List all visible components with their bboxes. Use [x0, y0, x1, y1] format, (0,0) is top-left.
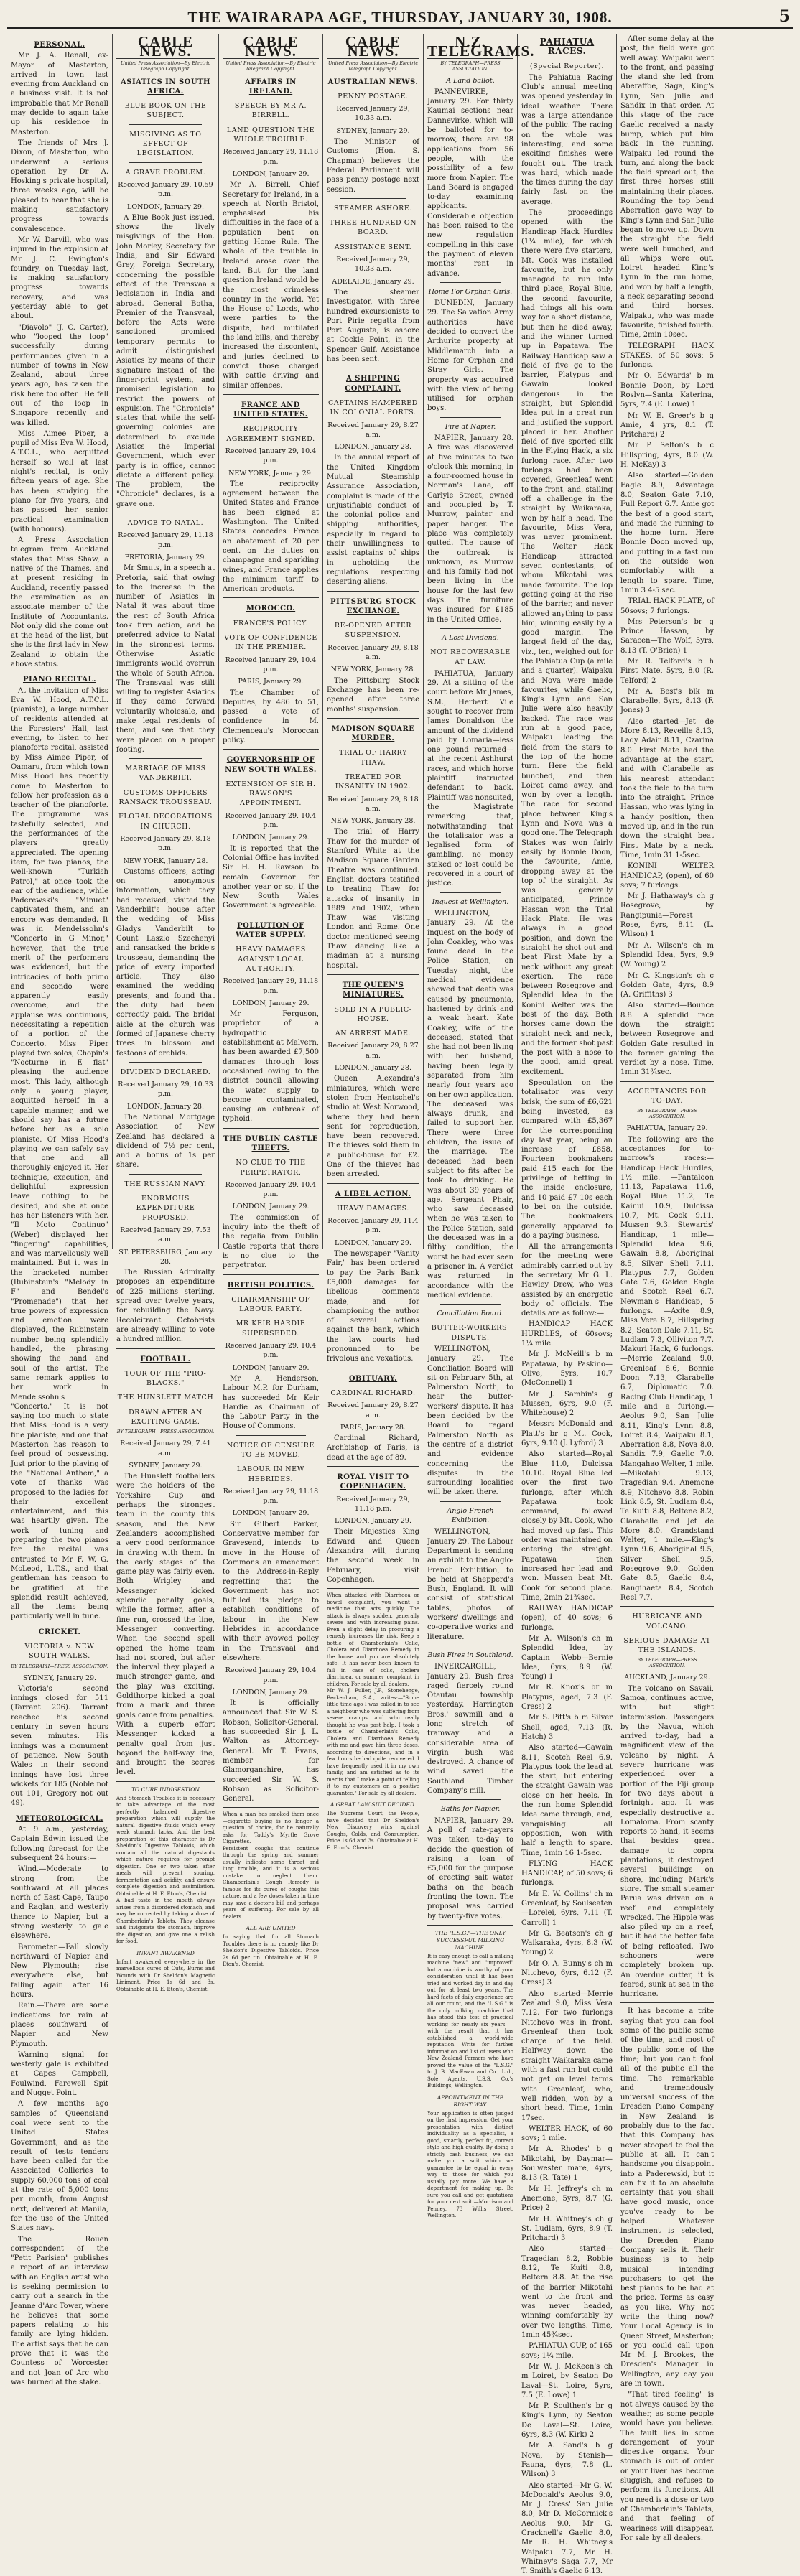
subheading: FLORAL DECORATIONS IN CHURCH.: [118, 813, 213, 831]
result-line: FLYING HACK HANDICAP, of 50 sovs; 6 furlongs.: [521, 1859, 613, 1887]
paragraph: Mr Ferguson, proprietor of a hydropathic establishment at Malvern, has been awarded £7,500 damages through loss occasioned owing to the district council allowing the water supply to become contaminated, causing an outbreak of typhoid.: [223, 1010, 319, 1124]
paragraph: Cardinal Richard, Archbishop of Paris, is dead at the age of 89.: [327, 1434, 419, 1462]
advert-text: In saying that for all Stomach Troubles there is no remedy like Dr Sheldon's Digestive Tabloids. Price 2s 6d per tin. Obtainable at H. E. Eton's, Chemist.: [223, 1934, 319, 1968]
dateline: LONDON, January 29.: [232, 1363, 310, 1372]
divider: [223, 597, 319, 598]
subheading: Fire at Napier.: [445, 422, 496, 431]
article-heading: A LIBEL ACTION.: [335, 1190, 411, 1198]
divider: [223, 1807, 319, 1808]
result-line: Mr S. Pitt's b m Silver Shell, aged, 7.13 (R. Hatch) 3: [521, 1714, 613, 1741]
result-line: Mr O. A. Bunny's ch m Nitchevo, 6yrs, 6.12 (F. Cress) 3: [521, 1959, 613, 1987]
subheading: HURRICANE AND VOLCANO.: [632, 1613, 702, 1630]
subheading: THE HUNSLETT MATCH: [117, 1394, 214, 1402]
subheading: TOUR OF THE "PRO-BLACKS.": [124, 1369, 207, 1388]
dateline: LONDON, January 29.: [335, 1238, 411, 1247]
paragraph: Warning signal for westerly gale is exhibited at Capes Campbell, Foulwind, Farewell Spit and Nugget Point.: [11, 2050, 108, 2098]
divider: [620, 2002, 714, 2003]
subheading: LAND QUESTION THE WHOLE TROUBLE.: [226, 126, 315, 144]
received-line: Received January 29, 11.18 p.m.: [118, 531, 213, 549]
paragraph: In the annual report of the United Kingdom Mutual Steamship Assurance Association, complaint is made of the unjustifiable conduct of the colonial police and shipping authorities, especially in regard to their unwillingness to assist captains of ships in upholding the regulations respecting deserting aliens.: [327, 454, 419, 587]
paragraph: Barometer.—Fall slowly northward of Napier and New Plymouth; rise everywhere else, but falling again after 16 hours.: [11, 1943, 108, 1999]
paragraph: Queen Alexandra's miniatures, which were stolen from Hentschel's studio at West Norwood, where they had been sent for reproduction, have been recovered. The thieves sold them in a public-house for £2. One of the thieves has been arrested.: [327, 1075, 419, 1179]
article-heading: ASIATICS IN SOUTH AFRICA.: [121, 78, 210, 95]
cable-news-heading: CABLE NEWS.: [116, 34, 215, 59]
subheading: NO CLUE TO THE PERPETRATOR.: [236, 1159, 306, 1177]
divider: [440, 628, 501, 629]
subheading: TREATED FOR INSANITY IN 1902.: [335, 773, 411, 791]
paragraph: Mr W. Darvill, who was injured in the explosion at Mr J. C. Ewington's foundry, on Tuesday last, is making satisfactory progress towards recovery, and was yesterday able to get about.: [11, 235, 108, 321]
subheading: TRIAL OF HARRY THAW.: [339, 749, 407, 767]
result-line: Mr E. W. Collins' ch m Greenleaf, by Soulseaten—Lorelei, 6yrs, 7.11 (T. Carroll) 1: [521, 1890, 613, 1927]
races-heading: PAHIATUA RACES.: [539, 37, 595, 57]
paragraph: It is officially announced that Sir W. S. Robson, Solicitor-General, has succeeded Sir J. L. Walton as Attorney-General. Mr T. Evans, member for Glamorganshire, has succeeded Sir W. S. Robson as Solicitor-General.: [223, 1699, 319, 1803]
masthead-title: THE WAIRARAPA AGE, THURSDAY, JANUARY 30, 1908.: [187, 9, 613, 26]
divider: [223, 1128, 319, 1129]
divider: [129, 162, 202, 163]
result-line: Mr H. Jeffrey's ch m Anemone, 5yrs, 8.7 (G. Price) 2: [521, 2185, 613, 2213]
cable-credit: United Press Association—By Electric Telegraph Copyright.: [121, 60, 210, 72]
divider: [440, 892, 501, 893]
dateline: NEW YORK, January 28.: [330, 817, 416, 826]
meteorological-heading: METEOROLOGICAL.: [15, 1814, 104, 1823]
paragraph: The proceedings opened with the Handicap Hack Hurdles (1¼ mile), for which there were five starters, Mt. Cook was installed favourite, but he only managed to run into third place, Royal Blue, the second favourite, had things all his own way for a short distance, but then he died away, and the winner turned up in Papatawa. The Railway Handicap saw a field of five go to the barrier, Platypus and Gawain looked dangerous in the straight, but Splendid Idea put in a great run and justified the support placed in her. Another field of five sported silk in the Flying Hack, a six furlong race. After two furlongs had been covered, Greenleaf went to the front, and, stalling off a challenge in the straight by Waikaraka, won by half a head. The favourite, Miss Vera, was never prominent. The Welter Hack Handicap attracted seven contestants, of whom Mikotahi was made favourite. The lop getting going at the rise of the barrier, and never allowed anything to pass him, winning easily by a good margin. The largest field of the day, viz., ten, weighed out for the Pahiatua Cup (a mile and a quarter). Waipaku and Nova were made favourites, while Gaelic, King's Lynn and San Julie were also heavily backed. The race was run at a good pace, Waipaku leading the field from the stars to the top of the home turn. Here the field bunched, and then Loiret came away, and won by over a length. The race for second place between King's Lynn and Nova was a good one. The Telegraph Stakes was won fairly easily by Bonnie Doon, the favourite, Amie, dropping away at the top of the straight. As was generally anticipated, Prince Hassan won the Trial Hack Plate. He was always in a good position, and down the straight he shot out and beat First Mate by a neck without any great exertion. The race between Rosegrove and Splendid Idea in the Konini Welter was the best of the day. Both horses came down the straight neck and neck, and the former shot past the post with a nose to the good, amid great excitement.: [521, 209, 613, 1076]
received-line: Received January 29, 11.18 p.m.: [223, 148, 319, 166]
telegram-credit: BY TELEGRAPH—PRESS ASSOCIATION.: [440, 60, 501, 72]
cricket-dateline: SYDNEY, January 29.: [22, 1674, 97, 1682]
article-heading: THE DUBLIN CASTLE THEFTS.: [223, 1134, 318, 1152]
paragraph: The Hunslett footballers were the holders of the Yorkshire Cup and perhaps the strongest team in the county this season, and the New Zealanders accomplished a very good performance in drawing with them. In the early stages of the game play was fairly even. Both Wrigley and Messenger kicked splendid penalty goals, while the former, after a fine run, crossed the line, Messenger converting. When the second spell opened the home team had not scored, but after the interval they played a much stronger game, and the play was exciting. Goldthorpe kicked a goal from a mark and three goals came from penalties. With a superb effort Messenger kicked a penalty goal from just beyond the half-way line, and brought the scores level.: [116, 1473, 215, 1777]
divider: [440, 282, 501, 283]
result-line: Mr W. J. McKeen's ch m Loiret, by Seaton Do Laval—St. Loire, 5yrs, 7.5 (E. Lowe) 1: [521, 2362, 613, 2399]
result-line: Mr J. Sambin's g Mussen, 6yrs, 9.0 (F. Whitehouse) 2: [521, 1390, 613, 1418]
subheading: NOTICE OF CENSURE TO BE MOVED.: [226, 1441, 315, 1459]
advert-heading: TO CURE INDIGESTION: [131, 1786, 200, 1793]
received-line: Received January 29, 8.27 a.m.: [327, 1401, 419, 1419]
result-line: Mr J. McNeill's b m Papatawa, by Paskino—Olive, 5yrs, 10.7 (McConnell) 1: [521, 1350, 613, 1388]
paragraph: The Pittsburg Stock Exchange has been re-opened after three months' suspension.: [327, 676, 419, 714]
paragraph: NAPIER, January 29. A poll of rate-payers was taken to-day to decide the question of raising a loan of £5,000 for the purpose of erecting salt water baths on the beach fronting the town. The proposal was carried by twenty-five votes.: [427, 1816, 513, 1921]
subheading: SERIOUS DAMAGE AT THE ISLANDS.: [623, 1636, 711, 1655]
received-line: Received January 29, 11.18 p.m.: [223, 1487, 319, 1506]
paragraph: Mr A. Birrell, Chief Secretary for Ireland, in a speech at North Bristol, emphasised his difficulties in the face of a population bent on getting Home Rule. The whole of the trouble in Ireland arose over the land. But for the land question Ireland would be the most crimeless country in the world. Yet the House of Lords, who were parties to the dispute, had mutilated the land bills, and thereby increased the discontent, and juries declined to convict those charged with cattle driving and similar offences.: [223, 181, 319, 390]
subheading: VOTE OF CONFIDENCE IN THE PREMIER.: [224, 634, 317, 652]
result-line: KONINI WELTER HANDICAP, (open), of 60 sovs; 7 furlongs.: [620, 862, 714, 890]
cricket-paragraph: Victoria's second innings closed for 511 (Tarrant 206). Tarrant reached his second century in seven hours seven minutes. His innings was a monument of patience. New South Wales in their second innings have lost three wickets for 185 (Noble not out 101, Gregory not out 49).: [11, 1684, 108, 1808]
recital-paragraph: At the invitation of Miss Eva W. Hood, A.T.C.L. (pianiste), a large number of residents attended at the Foresters' Hall, last evening, to listen to her pianoforte recital, assisted by Miss Aimee Piper, of Oamaru, from which town Miss Hood has recently come to Masterton to follow her profession as a teacher of the pianoforte. The programme was tastefully selected, and the performances of the players greatly appreciated. The opening item, for two pianos, the well-known "Turkish Patrol," at once took the ear of the audience, while Paderewski's "Minuet" captivated them, and an encore was demanded. It was in Mendelssohn's "Concerto in G Minor," however, that the true merit of the performers was evidenced, but the intricacies of both primo and secondo were apparently easily overcome, and the applause was continuous, necessitating a repetition of a portion of the Concerto. Miss Piper played two solos, Chopin's "Nocturne in E flat" pleasing the audience most. This lady, although only a young player, acquitted herself in a capable manner, and we should say has a future before her as a solo pianiste. Of Miss Hood's playing we can safely say that one and all thoroughly enjoyed it. Her technique, execution, and delightful expression leave nothing to be desired, and she at once has her listeners with her. "Il Moto Continuo" (Weber) displayed her "fingering" capabilities, and was marvellously well maintained. But it was in the bracketed number (Rubinstein's "Melody in F" and Bendel's "Promenade") that her true powers of expression and emotion were displayed, the Rubinstein number being splendidly handled, the phrasing showing the hand and soul of the artist. The same remark applies to her work in Mendelssohn's "Concerto." It is not saying too much to state that Miss Hood is a very fine pianiste, and one that Masterton has reason to feel proud of possessing. Just prior to the playing of the "National Anthem," a vote of thanks was proposed to the ladies for their excellent entertainment, and this was heartily given. The work of tuning and preparing the two pianos for the recital was entrusted to Mr F. W. G. McLeod, L.T.S., and that gentleman has reason to be gratified at the splendid result achieved, all the items being particularly well in tune.: [11, 686, 108, 1621]
subheading: NOT RECOVERABLE AT LAW.: [430, 648, 511, 666]
subheading: A Lost Dividend.: [442, 633, 499, 642]
result-line: Also started—Royal Blue 11.0, Dulcissa 10.10. Royal Blue led over the first two furlongs, after which Papatawa took command, followed closely by Mt. Cook, who had moved up fast. This order was maintained on entering the straight. Papatawa then increased her lead and won. Mussen beat Mt. Cook for second place. Time, 2min 21¾sec.: [521, 1450, 613, 1602]
article-heading: GOVERNORSHIP OF NEW SOUTH WALES.: [225, 756, 317, 774]
dateline: NEW YORK, January 28.: [330, 666, 416, 674]
subheading: ENORMOUS EXPENDITURE PROPOSED.: [136, 1195, 195, 1222]
dateline: LONDON, January 29.: [232, 834, 310, 842]
advert-text: When a man has smoked them once—cigarette buying is no longer a question of choice, for he naturally asks for Taddy's Myrtle Grove Cigarettes.: [223, 1811, 319, 1845]
subheading: CAPTAINS HAMPERED IN COLONIAL PORTS.: [328, 398, 418, 417]
paragraph: Wind.—Moderate to strong from the southward at all places north of East Cape, Taupo and Raglan, and westerly thence to Napier, but a strong westerly to gale elsewhere.: [11, 1865, 108, 1941]
advert-text: When attacked with Diarrhoea or bowel complaint, you want a medicine that acts quickly. The attack is always sudden, generally severe and with increasing pains. Even a slight delay in procuring a remedy increases the risk. Keep a bottle of Chamberlain's Colic, Cholera and Diarrhoea Remedy in the house and you are absolutely safe. It has never been known to fail in case of colic, cholera diarrhoea, or summer complaint in children. For sale by all dealers.: [327, 1592, 419, 1687]
received-line: Received January 29, 8.18 a.m.: [327, 795, 419, 813]
received-line: Received January 29, 11.18 p.m.: [336, 1495, 410, 1513]
dateline: LONDON, January 29.: [127, 202, 204, 211]
paragraph: The steamer Investigator, with three hundred excursionists to Port Pirie regatta from Port Augusta, is ashore at Cockle Point, in the Spencer Gulf. Assistance has been sent.: [327, 288, 419, 364]
recital-heading: PIANO RECITAL.: [22, 676, 97, 684]
subheading: (Special Reporter).: [529, 62, 605, 70]
paragraph: The reciprocity agreement between the United States and France has been signed at Washington. The United States concedes France an abatement of 20 per cent. on the duties on champagne and sparkling wines, and France applies the minimum tariff to American products.: [223, 480, 319, 594]
paragraph: The Rouen correspondent of the "Petit Parisien" publishes a report of an interview with an English artist who is seeking permission to carry out a search in the Jeanne d'Arc Tower, where he believes that some papers relating to his family are lying hidden. The artist says that he can prove that it was the Countess of Worcester and not Joan of Arc who was burned at the stake.: [11, 2235, 108, 2386]
paragraph: It is reported that the Colonial Office has invited Sir H. H. Rawson to remain Governor for another year or so, if the New South Wales Government is agreeable.: [223, 844, 319, 910]
paragraph: Rain.—There are some indications for rain at places southward of Napier and New Plymouth.: [11, 2002, 108, 2048]
subheading: Home For Orphan Girls.: [428, 287, 513, 296]
columns: [7, 33, 793, 2576]
cable-news-heading: CABLE NEWS.: [223, 34, 319, 59]
subheading: CARDINAL RICHARD.: [330, 1389, 416, 1397]
result-line: Mrs Peterson's br g Prince Hassan, by Saracen—The Wolf, 5yrs, 8.13 (T. O'Brien) 1: [620, 617, 714, 655]
subheading: BUTTER-WORKERS' DISPUTE.: [431, 1324, 510, 1342]
result-line: TRIAL HACK PLATE, of 50sovs; 7 furlongs.: [620, 597, 714, 615]
divider: [327, 718, 419, 719]
advert-text: Mr W. J. Fuller, J.P., Stonehenge, Beckenham, S.A., writes:—"Some little time ago I was called in to see a neighbour who was suffering from severe cramps, and who really thought he was past help. I took a bottle of Chamberlain's Colic, Cholera and Diarrhoea Remedy with me and gave him three doses, according to directions, and in a few hours he had quite recovered. I have frequently used it in my own family, and am satisfied as to its merits that I make a point of telling it to my customers on a positive guarantee." For sale by all dealers.: [327, 1688, 419, 1796]
divider: [327, 974, 419, 975]
subheading: BLUE BOOK ON THE SUBJECT.: [124, 102, 207, 120]
result-line: Mr A. Sand's b g Nova, by Stenish—Fauna, 6yrs, 7.8 (L. Wilson) 3: [521, 2442, 613, 2479]
dateline: AUCKLAND, January 29.: [624, 1674, 710, 1682]
subheading: EXTENSION OF SIR H. RAWSON'S APPOINTMENT.: [225, 780, 316, 808]
cricket-heading: CRICKET.: [38, 1628, 81, 1636]
dateline: ST. PETERSBURG, January 28.: [118, 1248, 213, 1266]
subheading: DIVIDEND DECLARED.: [120, 1068, 211, 1076]
result-line: TELEGRAPH HACK STAKES, of 50 sovs; 5 furlongs.: [620, 342, 714, 370]
subheading: Baths for Napier.: [440, 1805, 501, 1814]
divider: [327, 591, 419, 592]
paragraph: Their Majesties King Edward and Queen Alexandra will, during the second week in February, visit Copenhagen.: [327, 1528, 419, 1584]
received-line: Received January 29, 7.41 a.m.: [120, 1439, 211, 1457]
advert-heading: ALL ARE UNITED: [246, 1925, 296, 1932]
subheading: A Land ballot.: [446, 76, 495, 85]
dateline: LONDON, January 29.: [335, 1517, 411, 1526]
subheading: ACCEPTANCES FOR TO-DAY.: [628, 1087, 707, 1106]
received-line: Received January 29, 10.4 p.m.: [225, 655, 317, 673]
subheading: Anglo-French Exhibition.: [447, 1506, 494, 1525]
subheading: HEAVY DAMAGES AGAINST LOCAL AUTHORITY.: [236, 946, 306, 973]
advert-heading: APPOINTMENT IN THE RIGHT WAY.: [437, 2094, 504, 2108]
divider: [223, 1274, 319, 1275]
result-line: Also started—Tragedian 8.2, Robbie 8.12, Te Kuiti 8.8, Beltern 8.8. At the rise of the barrier Mikotahi went to the front and was never headed, winning comfortably by over two lengths. Time, 1min 45¾sec.: [521, 2245, 613, 2340]
subheading: MISGIVING AS TO EFFECT OF LEGISLATION.: [129, 130, 202, 158]
subheading: SOLD IN A PUBLIC-HOUSE.: [334, 1005, 412, 1023]
paragraph: The newspaper "Vanity Fair," has been ordered to pay the Paris Bank £5,000 damages for libellous comments made, and for championing the author of several actions against the bank, which the law courts had pronounced to be frivolous and vexatious.: [327, 1250, 419, 1363]
column-7: [617, 34, 717, 2542]
paragraph: Mr J. A. Renall, ex-Mayor of Masterton, arrived in town last evening from Auckland on a business visit. It is not improbable that Mr Renall may decide to again take up his residence in Masterton.: [11, 52, 108, 136]
subheading: CHAIRMANSHIP OF LABOUR PARTY.: [231, 1295, 310, 1314]
paragraph: The National Mortgage Association of New Zealand has declared a dividend of 7½ per cent, and a bonus of 1s per share.: [116, 1113, 215, 1170]
divider: [327, 1183, 419, 1184]
advert-text: Your application is often judged on the first impression. Get your presentation with distinct individuality as a specialist, a good, smartly, perfect fit, correct style and high quality. By doing a strictly cash business, we can make you a suit which we guarantee to be equal in every way to those for which you usually pay more. We have a department for making up. Be sure you call and get quotations for your next suit.—Morrison and Penney, 73 Willis Street, Wellington.: [427, 2110, 513, 2219]
result-line: Mr G. Beatson's ch g Waikaraka, 4yrs, 8.3 (W. Young) 2: [521, 1929, 613, 1957]
race-results: [521, 1320, 613, 2576]
article-heading: FOOTBALL.: [140, 1355, 191, 1363]
column-5: [424, 33, 535, 2219]
paragraph: All the arrangements for the meeting were admirably carried out by the secretary, Mr G. L. Hawley Drew, who was assisted by an energetic body of officials. The details are as follow:—: [521, 1243, 613, 1318]
subheading: FRANCE'S POLICY.: [233, 619, 309, 627]
column-3: [219, 33, 323, 1968]
divider: [327, 1588, 419, 1589]
divider: [223, 394, 319, 395]
received-line: Received January 29, 8.18 a.m.: [327, 643, 419, 662]
paragraph: WELLINGTON, January 29. At the inquest on the body of John Coakley, who was found dead in the Police Station, on Tuesday night, the medical evidence showed that death was caused by pneumonia, hastened by drink and a weak heart. Kate Coakley, wife of the deceased, stated that she had not been living with her husband, having been legally separated from him nearly four years ago on her own application. The deceased was always drunk, and failed to support her. There were three children, the issue of the marriage. The deceased had been subject to fits after he took to drinking. He was about 39 years of age. Sergeant Phair, who saw deceased when he was taken to the Police Station, said the deceased was in a filthy condition, the worst he had ever seen a prisoner in. A verdict was returned in accordance with the medical evidence.: [427, 909, 513, 1299]
credit: BY TELEGRAPH—PRESS ASSOCIATION.: [116, 1429, 215, 1435]
paragraph: Speculation on the totalisator was very brisk, the sum of £6,621 being invested, as compared with £5,367 for the corresponding day last year, being an increase of £858. Fourteen bookmakers paid £15 each for the privilege of betting in the inside enclosure, and 10 paid £7 10s each to bet on the outside. The bookmakers generally appeared to do a paying business.: [521, 1079, 613, 1240]
received-line: Received January 29, 10.33 p.m.: [118, 1081, 213, 1098]
paragraph: The trial of Harry Thaw for the murder of Stanford White at the Madison Square Garden Theatre was continued. English doctors testified to treating Thaw for attacks of insanity in 1889 and 1902, when Thaw was visiting London and Rome. One doctor mentioned seeing Thaw dancing like a madman at a nursing hospital.: [327, 828, 419, 970]
dateline: PARIS, January 28.: [340, 1423, 406, 1432]
cable-news-heading: CABLE NEWS.: [327, 34, 419, 59]
paragraph: "That tired feeling" is not always caused by the weather, as some people would have you believe. The fault lies in some derangement of your digestive organs. Your stomach is out of order or your liver has become sluggish, and refuses to perform its functions. All you need is a dose or two of Chamberlain's Tablets, and that feeling of weariness will disappear. For sale by all dealers.: [620, 2391, 714, 2542]
subheading: Bush Fires in Southland.: [427, 1651, 513, 1659]
paragraph: Customs officers, acting on anonymous information, which they had received, visited the Vanderbilt's house after the wedding of Miss Gladys Vanderbilt to Count Laszlo Szechenyi and ransacked the bride's trousseau, demanding the price of every imported article. They also examined the wedding presents, and found that the duty had been correctly paid. The bridal aisle at the church was formed of Japanese cherry trees in blossom and festoons of orchids.: [116, 867, 215, 1058]
subheading: ASSISTANCE SENT.: [334, 243, 412, 251]
dateline: PAHIATUA, January 29.: [626, 1124, 708, 1133]
divider: [620, 1606, 714, 1607]
page-number: 5: [778, 7, 790, 26]
result-line: Mr A. Best's blk m Clarabelle, 5yrs, 8.13 (F. Jones) 3: [620, 687, 714, 715]
credit: BY TELEGRAPH—PRESS ASSOCIATION.: [637, 1108, 697, 1120]
divider: [440, 417, 501, 418]
divider: [129, 758, 202, 759]
subheading: MR KEIR HARDIE SUPERSEDED.: [236, 1320, 306, 1338]
result-line: Mr R. Knox's br m Platypus, aged, 7.3 (F. Cress) 2: [521, 1684, 613, 1712]
divider: [129, 124, 202, 125]
received-line: Received January 29, 10.4 p.m.: [225, 447, 317, 465]
result-line: RAILWAY HANDICAP (open), of 40 sovs; 6 furlongs.: [521, 1605, 613, 1632]
result-line: Mr A. Rhodes' b g Mikotahi, by Daymar—Sou'wester mare, 4yrs, 8.13 (R. Tate) 1: [521, 2145, 613, 2183]
personal-heading: PERSONAL.: [34, 41, 85, 49]
paragraph: Mr Smuts, in a speech at Pretoria, said that owing to the increase in the number of Asiatics in Natal it was about time the rest of South Africa took firm action, and he preferred advice to Natal in the strongest terms. Otherwise Asiatic immigrants would overrun the whole of South Africa. The Transvaal was still willing to register Asiatics if they came forward voluntarily wholesale, and make legal residents of them, and see that they were placed on a proper footing.: [116, 564, 215, 754]
paragraph: The Pahiatua Racing Club's annual meeting was opened yesterday in ideal weather. There was a large attendance of the public. The racing on the whole was interesting, and some exciting finishes were fought out. The track was hard, which made the times during the day fairly fast on the average.: [521, 73, 613, 206]
paragraph: PANNEVIRKE, January 29. For thirty Kaumai sections near Dannevirke, which will be balloted for to-morrow, there are 98 applications from 56 people, with the possibility of a few more from Napier. The Land Board is engaged to-day examining applicants. Considerable objection has been raised to the new regulation compelling in this case the payment of eleven months' rent in advance.: [427, 88, 513, 278]
subheading: RE-OPENED AFTER SUSPENSION.: [334, 622, 412, 640]
cricket-credit: BY TELEGRAPH—PRESS ASSOCIATION.: [11, 1663, 108, 1669]
result-line: Mr P. Selton's b c Hillspring, 4yrs, 8.0 (W. H. McKay) 3: [620, 442, 714, 470]
divider: [129, 1062, 202, 1063]
paragraph: After some delay at the post, the field were got well away. Waipaku went to the front, and passing the stand she led from Aberaffoe, Saga, King's Lynn, San Julie and Sandix in that order. At this stage of the race Gaelic received a nasty bump, which put him back in the running. Waipaku led round the turn, and along the back the field spread out, the first three horses still maintaining their places. Rounding the top bend Aberration gave way to King's Lynn and San Julie began to move up. Down the straight the field were well bunched, and all whips were out. Loiret headed King's Lynn in the run home, and won by half a length, a neck separating second and third horses. Waipaku, who was made favourite, finished fourth. Time, 2min 10sec.: [620, 35, 715, 340]
received-line: Received January 29, 10.59 p.m.: [118, 180, 213, 199]
received-line: Received January 29, 8.27 a.m.: [327, 421, 419, 439]
dateline: LONDON, January 29.: [232, 1203, 310, 1211]
paragraph: The friends of Mrs J. Dixon, of Masterton, who underwent a serious operation by Dr A. Hosking's private hospital, three weeks ago, will be pleased to hear that she is making satisfactory progress towards convalescence.: [11, 139, 108, 233]
paragraph: A Blue Book just issued, shows the lively misgivings of the Hon. John Morley, Secretary for India, and Sir Edward Grey, Foreign Secretary, concerning the possible effect of the Transvaal's legislation in India and abroad. General Botha, Premier of the Transvaal, before the Acts were sanctioned promised temporary permits to admit distinguished Asiatics by means of their signature instead of the finger-print system, and promised legislation to restrict the powers of expulsion. The "Chronicle" states that while the self-governing colonies are determined to exclude Asiatics the Imperial Government, which ever party is in office, cannot dictate a different policy. The problem, the "Chronicle" declares, is a grave one.: [116, 213, 215, 508]
dateline: LONDON, January 28.: [127, 1102, 204, 1111]
nz-telegrams-heading: N.Z. TELEGRAMS.: [427, 33, 535, 60]
paragraph: It has become a trite saying that you can fool some of the public some of the time, and most of the public some of the time; but you can't fool all of the public all the time. The remarkable and tremendously universal success of the Dresden Piano Company in New Zealand is probably due to the fact that this Company has never stooped to fool the public at all. It can't handsome you disappoint into a Paderewski, but it can fix it to an absolute certainty that you shall have good music, once you've ready to be helped. Whatever instrument is selected, the Dresden Piano Company sells it. Their business is to help musical intending purchasers to get the best pianos to be had at the price. Terms as easy as you like. Why not write the thing now? Your Local Agency is in Queen Street, Masterton; or you could call upon Mr M. J. Brookes, the Dresden's Manager in Wellington, any day you are in town.: [620, 2007, 714, 2389]
received-line: Received January 29, 8.27 a.m.: [327, 1042, 419, 1060]
paragraph: The Minister of Customs (Hon. S. Chapman) believes the Federal Parliament will pass penny postage next session.: [327, 138, 419, 194]
received-line: Received January 29, 10.4 p.m.: [225, 1666, 317, 1684]
subheading: THE RUSSIAN NAVY.: [124, 1180, 207, 1188]
paragraph: INVERCARGILL, January 29. Bush fires raged fiercely round Otautau township yesterday. Harrington Bros.' sawmill and a long stretch of tramway and a considerable area of virgin bush was destroyed. A change of wind saved the Southland Timber Company's mill.: [427, 1663, 513, 1796]
article-heading: MOROCCO.: [246, 605, 296, 613]
dateline: NEW YORK, January 29.: [228, 469, 313, 477]
paragraph: Mr A. Henderson, Labour M.P. for Durham, has succeeded Mr Keir Hardie as Chairman of the Labour Party in the House of Commons.: [223, 1374, 319, 1431]
paragraph: The Russian Admiralty proposes an expenditure of 225 millions sterling, spread over twelve years, for rebuilding the Navy. Recalcitrant Octobrists are already willing to vote a hundred million.: [116, 1269, 215, 1344]
result-line: Mr H. Whitney's ch g St. Ludlam, 6yrs, 8.9 (T. Pritchard) 3: [521, 2215, 613, 2243]
dateline: LONDON, January 28.: [335, 443, 411, 452]
result-line: Mr J. Hathaway's ch g Rosegrove, by Rangipunia—Forest Rose, 6yrs, 8.11 (L. Wilson) 1: [620, 892, 714, 939]
column-1: [7, 34, 113, 2386]
paragraph: NAPIER, January 28. A fire was discovered at five minutes to two o'clock this morning, in a four-roomed house in Norman's Lane, off Carlyle Street, owned and occupied by T. Murrow, painter and paper hanger. The place was completely gutted. The cause of the outbreak is unknown, as Murrow and his family had not been living in the house for the last few days. The furniture was insured for £185 in the United Office.: [427, 434, 513, 624]
divider: [223, 749, 319, 750]
advert-heading: A GREAT LAW SUIT DECIDED.: [330, 1801, 417, 1809]
paragraph: The Chamber of Deputies, by 486 to 51, passed a vote of confidence in M. Clemenceau's Moroccan policy.: [223, 689, 319, 745]
divider: [327, 1466, 419, 1467]
subheading: CUSTOMS OFFICERS RANSACK TROUSSEAU.: [118, 788, 213, 807]
subheading: Conciliation Board.: [437, 1310, 504, 1318]
paragraph: WELLINGTON, January 29. The Conciliation Board will sit on February 5th, at Palmerston North, to hear the butter-workers' dispute. It has been decided by the Board to regard Palmerston North as the centre of a district and evidence concerning the disputes in the surrounding localities will be taken there.: [427, 1345, 513, 1497]
personal-paragraphs: [11, 51, 108, 669]
article-heading: A SHIPPING COMPLAINT.: [345, 375, 401, 393]
paragraph: A few months ago samples of Queensland coal were sent to the United States Government, and as the result of tests tenders have been called for the Associated Collieries to supply 60,000 tons of coal at the rate of 5,000 tons per month, from August next, delivered at Manila, for the use of the United States navy.: [11, 2100, 108, 2233]
paragraph: At 9 a.m., yesterday, Captain Edwin issued the following forecast for the subsequent 24 hours:—: [11, 1826, 108, 1862]
subheading: LABOUR IN NEW HEBRIDES.: [236, 1465, 305, 1483]
article-heading: AFFAIRS IN IRELAND.: [245, 78, 297, 95]
article-heading: FRANCE AND UNITED STATES.: [233, 401, 308, 419]
result-line: Mr W. E. Greer's b g Amie, 4 yrs, 8.1 (T. Pritchard) 2: [620, 411, 714, 439]
result-line: Also started—Bounce 8.8. A splendid race down the straight between Rosegrove and Golden Gate resulted in the former gaining the verdict by a nose. Time, 1min 31¾sec.: [620, 1002, 714, 1077]
result-line: Messrs McDonald and Platt's br g Mt. Cook, 6yrs, 9.10 (J. Lyford) 3: [521, 1420, 613, 1448]
paragraph: Sir Gilbert Parker, Conservative member for Gravesend, intends to move in the House of Commons an amendment to the Address-in-Reply regretting that the Government has not fulfilled its pledge to establish conditions of labour in the New Hebrides in accordance with their avowed policy in the Transvaal and elsewhere.: [223, 1520, 319, 1662]
result-line: Mr C. Kingston's ch c Golden Gate, 4yrs, 8.9 (A. Griffiths) 3: [620, 971, 714, 999]
dateline: LONDON, January 29.: [232, 1688, 310, 1697]
article-heading: POLLUTION OF WATER SUPPLY.: [236, 921, 306, 940]
cable-credit: United Press Association—By Electric Telegraph Copyright.: [328, 60, 418, 72]
paragraph: The commission of inquiry into the theft of the regalia from Dublin Castle reports that there is no clue to the perpetrator.: [223, 1213, 319, 1270]
received-line: Received January 29, 11.4 p.m.: [327, 1217, 419, 1235]
result-line: Also started—Mr G. W. McDonald's Aeolus 9.0, Mr J. Cress' San Julie 8.0, Mr D. McCormick's Aeolus 9.0, Mr G. Cracknell's Gaelic 8.0, Mr R. H. Whitney's Waipaku 7.7, Mr H. Whitney's Saga 7.7, Mr T. Smith's Gaelic 6.13.: [521, 2481, 613, 2576]
advert-text: A bad taste in the mouth always arises from a disordered stomach, and may be corrected by taking a dose of Chamberlain's Tablets. They cleanse and invigorate the stomach, improve the digestion, and give one a relish for food.: [116, 1898, 215, 1945]
result-line: Mr O. Edwards' b m Bonnie Doon, by Lord Roslyn—Santa Katerina, 5yrs, 7.4 (E. Lowe) 1: [620, 372, 714, 409]
subheading: A GRAVE PROBLEM.: [125, 168, 206, 177]
result-line: Mr A. Wilson's ch m Splendid Idea, 5yrs, 9.9 (W. Young) 2: [620, 941, 714, 969]
dateline: LONDON, January 29.: [232, 1509, 310, 1518]
subheading: MARRIAGE OF MISS VANDERBILT.: [125, 765, 206, 783]
result-line: WELTER HACK, of 60 sovs; 1 mile.: [521, 2124, 613, 2143]
result-line: Also started—Golden Eagle 8.9, Advantage 8.0, Seaton Gate 7.10, Full Report 6.7. Amie got the best of a good start, and made the running to the home turn. Here Bonnie Doon moved up, and putting in a fast run on the outside won comfortably with a length to spare. Time, 1min 3 4-5 sec.: [620, 472, 714, 594]
result-line: HANDICAP HACK HURDLES, of 60sovs; 1¼ mile.: [521, 1320, 613, 1348]
subheading: ADVICE TO NATAL.: [127, 519, 204, 528]
credit: BY TELEGRAPH—PRESS ASSOCIATION.: [637, 1657, 697, 1669]
received-line: Received January 29, 10.33 a.m.: [336, 256, 410, 274]
divider: [440, 1304, 501, 1305]
subheading: DRAWN AFTER AN EXCITING GAME.: [129, 1408, 203, 1426]
received-line: Received January 29, 11.18 p.m.: [223, 977, 319, 995]
article-heading: ROYAL VISIT TO COPENHAGEN.: [337, 1473, 409, 1491]
advert-heading: THE "L.S.G."—THE ONLY SUCCESSFUL MILKING MACHINE.: [434, 1929, 506, 1951]
dateline: SYDNEY, January 29.: [336, 126, 410, 135]
result-line: Mr R. Telford's b h First Mate, 5yrs, 8.0 (R. Telford) 2: [620, 658, 714, 685]
subheading: SPEECH BY MR A. BIRRELL.: [234, 102, 307, 120]
divider: [116, 1781, 215, 1782]
advert-text: It is easy enough to call a milking machine "new" and "improved" but a machine is worthy of your consideration until it has been tried and worked day in and day out for at least two years. The hard facts of daily experience are all our count, and the "L.S.G." is the only milking machine that has stood this test of practical working for nearly six years —with the result that it has established a world-wide reputation. Write for further information and list of users who New Zealand Farmers who have proved the value of the "L.S.G." to J. B. MacEwan and Co., Ltd., Sole Agents, U.S.S. Co.'s Buildings, Wellington.: [427, 1953, 513, 2089]
column-4: [323, 33, 424, 1851]
masthead: [7, 6, 793, 29]
advert-text: The Supreme Court, the People, have decided that Dr Sheldon's New Discovery wins against Coughs, Colds, and Consumption. Price 1s 6d and 3s. Obtainable at H. E. Eton's, Chemist.: [327, 1811, 419, 1851]
paragraph: Miss Aimee Piper, a pupil of Miss Eva W. Hood, A.T.C.L., who acquitted herself so well at last night's recital, is only fifteen years of age. She has been studying the piano for five years, and has passed her senior practical examination (with honours).: [11, 429, 108, 533]
race-results: [620, 342, 714, 1078]
newspaper-page: [7, 6, 793, 2576]
divider: [340, 198, 406, 199]
result-line: Also started—Jet de More 8.13, Reveille 8.13, Lady Adair 8.11, Czarina 8.0. First Mate had the advantage at the start, and with Clarabelle as his nearest attendant took the field to the turn into the straight. Prince Hassan, who was lying in a handy position, then moved up, and in the run down the straight beat First Mate by a neck. Time, 1min 31 1-5sec.: [620, 717, 714, 859]
received-line: Received January 29, 10.33 a.m.: [336, 105, 410, 123]
subheading: Inquest at Wellington.: [432, 897, 509, 906]
advert-heading: INFANT AWAKENED: [136, 1949, 195, 1956]
divider: [620, 1081, 714, 1082]
divider: [236, 1435, 306, 1436]
divider: [116, 1348, 215, 1349]
column-6: [518, 34, 617, 2576]
subheading: STEAMER ASHORE.: [333, 204, 413, 213]
dateline: LONDON, January 29.: [232, 169, 310, 178]
article-heading: THE QUEEN'S MINIATURES.: [342, 981, 404, 999]
dateline: PARIS, January 29.: [238, 678, 304, 686]
result-line: Mr A. Wilson's ch m Splendid Idea, by Captain Webb—Bernie Idea, 6yrs, 8.9 (W. Young) 1: [521, 1634, 613, 1681]
advert-text: Infant awakened everywhere in the marvellous cures of Cuts, Burns and Wounds with Dr Sheldon's Magnetic Liniment. Price 1s 6d and 3s. Obtainable at H. E. Eton's, Chemist.: [116, 1959, 215, 1992]
subheading: HEAVY DAMAGES.: [337, 1204, 409, 1213]
subheading: PENNY POSTAGE.: [338, 92, 409, 101]
article-heading: OBITUARY.: [348, 1374, 398, 1383]
subheading: RECIPROCITY AGREEMENT SIGNED.: [226, 425, 315, 443]
received-line: Received January 29, 7.53 a.m.: [120, 1226, 211, 1244]
paragraph: WELLINGTON, January 29. The Labour Department is sending an exhibit to the Anglo-French Exhibition, to be held at Shepperd's Bush, England. It will consist of statistical tables, photos of workers' dwellings and co-operative works and literature.: [427, 1528, 513, 1641]
advert-text: And Stomach Troubles it is necessary to take advantage of the most perfectly balanced digestive preparation which will supply the natural digestive fluids which every weak stomach lacks. And the best preparation of this character is Dr Sheldon's Digestive Tabloids, which contain all the natural digestants which nature requires for prompt digestion. One or two taken after meals will prevent souring, fermentation and acidity, and ensure complete digestion and assimilation. Obtainable at H. E. Eton's, Chemist.: [116, 1795, 215, 1897]
article-heading: AUSTRALIAN NEWS.: [327, 78, 419, 86]
subheading: THREE HUNDRED ON BOARD.: [329, 219, 417, 237]
cricket-subheading: VICTORIA v. NEW SOUTH WALES.: [24, 1642, 95, 1661]
paragraph: PAHIATUA, January 29. At a sitting of the court before Mr James, S.M., Herbert Vile sought to recover from James Donaldson the amount of the dividend paid by Lomaria—less one pound returned—at the recent Ashhurst races, and which horse plaintiff instructed defendant to back. Plaintiff was nonsuited, the Magistrate remarking that, notwithstanding that the totalisator was a legalised form of gambling, no money staked or lost could be recovered in a court of justice.: [427, 669, 513, 888]
dateline: NEW YORK, January 28.: [123, 857, 208, 865]
article-heading: MADISON SQUARE MURDER.: [331, 724, 415, 743]
received-line: Received January 29, 10.4 p.m.: [225, 1342, 317, 1360]
paragraph: The volcano on Savaii, Samoa, continues active, with but slight intermission. Passengers by the Navua, which arrived to-day, had a magnificent view of the volcano by night. A severe hurricane was experienced over a portion of the Fiji group for two days about a fortnight ago. It was especially destructive at Lomaloma. From scanty reports to hand, it seems that besides great damage to copra plantations, it destroyed several buildings on shore, including Mark's store. The small steamer Parua was driven on a reef and completely wrecked. The Hipple was also piled up on a reef, but it had the better fate of being refloated. Two schooners were completely broken up. An overdue cutter, it is feared, sunk at sea in the hurricane.: [620, 1684, 714, 1999]
received-line: Received January 29, 10.4 p.m.: [225, 1180, 317, 1199]
result-line: PAHIATUA CUP, of 165 sovs; 1¼ mile.: [521, 2342, 613, 2360]
dateline: ADELAIDE, January 29.: [332, 277, 414, 286]
article-heading: BRITISH POLITICS.: [227, 1281, 315, 1289]
divider: [427, 1925, 513, 1926]
result-line: Mr P. Sculthen's br g King's Lynn, by Seaton De Laval—St. Loire, 6yrs, 8.3 (W. Kirk) 2: [521, 2402, 613, 2440]
paragraph: A Press Association telegram from Auckland states that Miss Shaw, a native of the Thames, and at present residing in Auckland, recently passed the examination as an associate member of the Institute of Accountants. Not only did she come out at the head of the list, but she is the first lady in New Zealand to obtain the above status.: [11, 536, 108, 668]
subheading: AN ARREST MADE.: [335, 1030, 411, 1038]
dateline: SYDNEY, January 29.: [129, 1461, 203, 1470]
result-line: Also started—Merrie Zealand 9.0, Miss Vera 7.12. For two furlongs Nitchevo was in front. Greenleaf then took charge of the field. Halfway down the straight Waikaraka came with a fast run but could not get on level terms with Greenleaf, who, well ridden, won by a short head. Time, 1min 17sec.: [521, 1989, 613, 2122]
received-line: Received January 29, 8.18 p.m.: [120, 834, 211, 853]
divider: [440, 1799, 501, 1800]
result-line: Also started—Gawain 8.11, Scotch Reel 6.9. Platypus took the lead at the start, but entering the straight Gawain was close on her heels. In the run home Splendid Idea came through, and, vanquishing all opposition, won with half a length to spare. Time, 1min 16 1-5sec.: [521, 1744, 613, 1857]
paragraph: The following are the acceptances for to-morrow's races:— Handicap Hack Hurdles, 1½ mile. —Pantaloon 11.13, Papatawa 11.6, Royal Blue 11.2, Te Kainui 10.9, Dulcissa 10.7, Mt. Cook 9.11, Mussen 9.3. Stewards' Handicap, 1 mile—Splendid Idea 9.6, Gawain 8.8, Aboriginal 8.5, Silver Shell 7.11, Platypus 7.7, Golden Gate 7.6, Golden Eagle and Scotch Reel 6.7. Newman's Handicap, 5 furlongs. —Axite 8.9, Miss Vera 8.7, Hillspring 8.2, Seaton Dale 7.11, St. Ludlam 7.3, Olliviton 7.7. Makuri Hack, 6 furlongs.—Merrie Zealand 9.0, Greenleaf 8.6, Bonnie Doon 7.13, Clarabelle 6.7, Diplomatic 7.0. Racing Club Handicap, 1 mile and a furlong.—Aeolus 9.0, San Julie 8.11, King's Lynn 8.8, Loiret 8.4, Waipaku 8.1, Aberration 8.8, Nova 8.0, Sandix 7.9, Gaelic 7.0. Mangahao Welter, 1 mile.—Mikotahi 9.13, Tragedian 9.4, Anemone 8.9, Nitchevo 8.8, Robin Link 8.5, St. Ludlam 8.4, Te Kuiti 8.8, Beltene 8.2, Clarabelle and Jet de More 8.0. Grandstand Welter, 1 mile.—King's Lynn 9.6, Aboriginal 9.5, Silver Shell 9.5, Rosegrove 9.0, Golden Gate 8.5, Gaelic 8.4, Rangihaeta 8.4, Scotch Reel 7.7.: [620, 1135, 714, 1602]
dateline: LONDON, January 29.: [232, 999, 310, 1007]
received-line: Received January 29, 10.4 p.m.: [225, 811, 317, 830]
cable-credit: United Press Association—By Electric Telegraph Copyright.: [225, 60, 316, 72]
advert-text: Persistent coughs that continue through the spring and summer usually indicate some throat and lung trouble, and it is a serious mistake to neglect them. Chamberlain's Cough Remedy is famous for its cures of coughs this nature, and a few doses taken in time may save a doctor's bill and perhaps years of suffering. For sale by all dealers.: [223, 1845, 319, 1920]
dateline: LONDON, January 28.: [335, 1064, 411, 1073]
paragraph: "Diavolo" (J. C. Carter), who "looped the loop" successfully during performances given in a number of towns in New Zealand, about three years ago, has taken the risk here too often. He fell out of the loop in Singapore recently and was killed.: [11, 323, 108, 427]
paragraph: DUNEDIN, January 29. The Salvation Army authorities have decided to convert the Arthurite property at Middlemarch into a Home for Orphan and Stray Girls. The property was acquired with the view of being utilised for orphan boys.: [427, 299, 513, 413]
divider: [129, 1174, 202, 1175]
column-2: [113, 33, 219, 1992]
dateline: PRETORIA, January 29.: [124, 553, 207, 561]
divider: [440, 1501, 501, 1502]
article-heading: PITTSBURG STOCK EXCHANGE.: [330, 597, 416, 615]
